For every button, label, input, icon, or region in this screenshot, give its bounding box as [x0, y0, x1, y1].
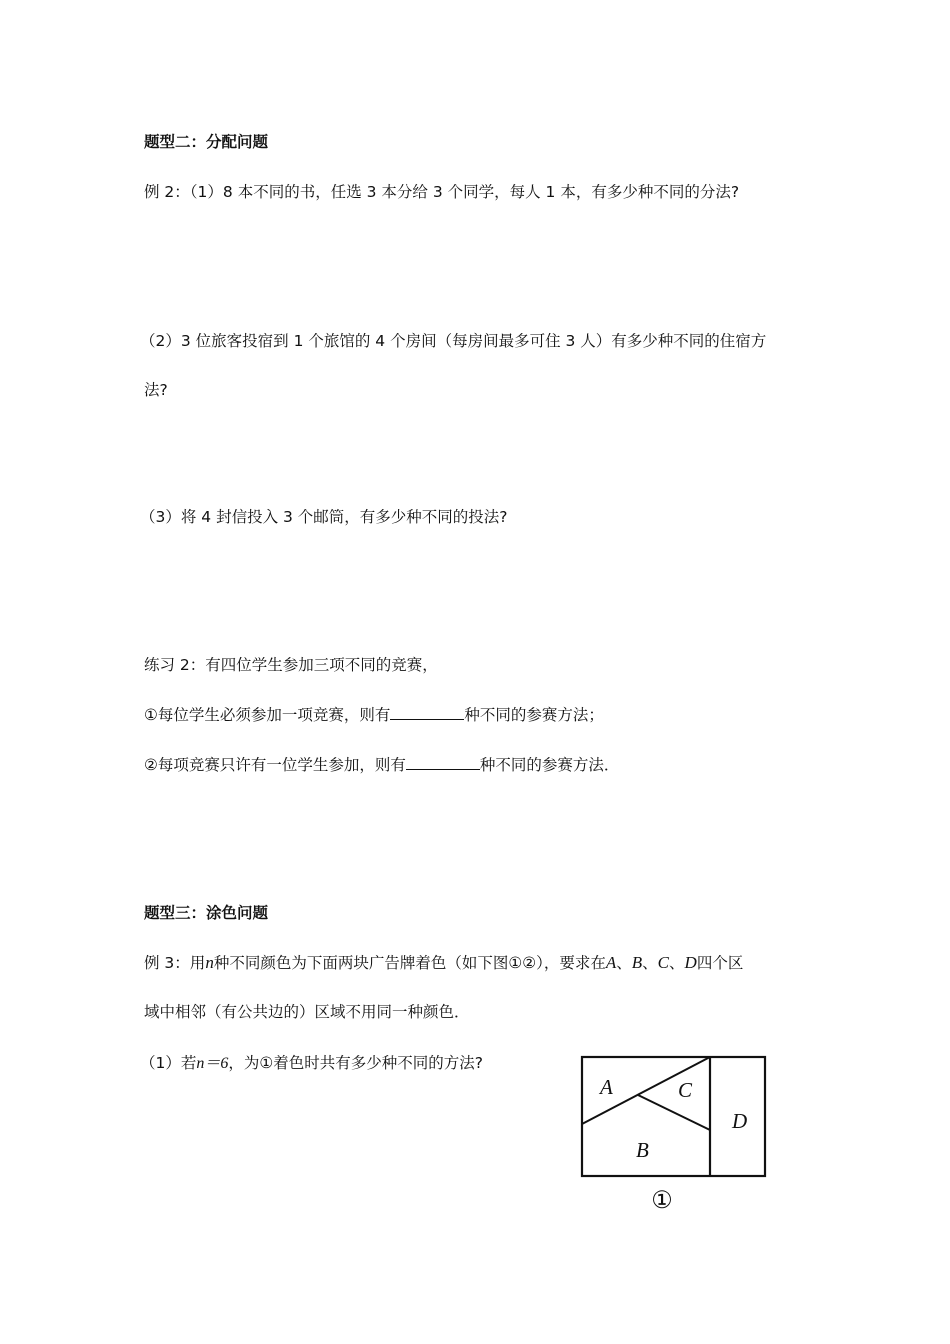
region-b-ref: B — [631, 953, 643, 972]
region-c-ref: C — [657, 953, 670, 972]
example3-label: 例 3： — [144, 954, 190, 972]
answer-blank-1[interactable] — [390, 704, 464, 720]
region-d-ref: D — [684, 953, 697, 972]
example3-text-c: 四个区 — [696, 954, 744, 972]
example3-text-a: 用 — [189, 954, 206, 972]
example2-q1 — [144, 182, 739, 202]
example3-q1-text-b: ，为①着色时共有多少种不同的方法? — [228, 1054, 484, 1072]
practice2-item2-before: ②每项竞赛只许有一位学生参加，则有 — [144, 756, 406, 774]
example2-q1-text: （1）8 本不同的书，任选 3 本分给 3 个同学，每人 1 本，有多少种不同的分法? — [189, 183, 740, 201]
figure-label-a: A — [600, 1075, 613, 1099]
separator: 、 — [616, 954, 632, 972]
figure-divider-region-c — [638, 1095, 710, 1130]
practice2-intro: 练习 2：有四位学生参加三项不同的竞赛， — [144, 656, 438, 674]
example3-line2: 域中相邻（有公共边的）区域不用同一种颜色． — [144, 1003, 470, 1021]
region-a-ref: A — [605, 953, 617, 972]
example3-text-b: 种不同颜色为下面两块广告牌着色（如下图①②），要求在 — [213, 954, 606, 972]
example2-q2-line2: 法? — [144, 381, 168, 399]
separator: 、 — [669, 954, 685, 972]
example3-line1 — [144, 953, 743, 973]
practice2-item1-before: ①每位学生必须参加一项竞赛，则有 — [144, 706, 391, 724]
answer-blank-2[interactable] — [406, 754, 480, 770]
practice2-item2-after: 种不同的参赛方法． — [479, 756, 620, 774]
practice2-item1 — [144, 704, 604, 725]
variable-n: n — [205, 953, 214, 972]
example3-q1 — [140, 1053, 483, 1074]
example2-q3: （3）将 4 封信投入 3 个邮筒，有多少种不同的投法? — [140, 508, 508, 526]
billboard-figure-1 — [574, 1050, 774, 1216]
example3-q1-text-a: （1）若 — [140, 1054, 197, 1072]
figure-caption: ① — [651, 1186, 673, 1214]
section3-heading: 题型三：涂色问题 — [144, 904, 269, 922]
practice2-item1-after: 种不同的参赛方法； — [464, 706, 604, 724]
separator: 、 — [642, 954, 658, 972]
example2-q2-line1: （2）3 位旅客投宿到 1 个旅馆的 4 个房间（每房间最多可住 3 人）有多少种不同的住宿方 — [140, 332, 767, 350]
equation-n-6: n＝6 — [196, 1055, 229, 1072]
section2-heading: 题型二：分配问题 — [144, 133, 269, 151]
figure-label-c: C — [678, 1078, 693, 1102]
figure-label-b: B — [636, 1138, 649, 1162]
practice2-item2 — [144, 754, 619, 775]
figure-label-d: D — [732, 1109, 748, 1133]
example2-label: 例 2： — [144, 183, 190, 201]
